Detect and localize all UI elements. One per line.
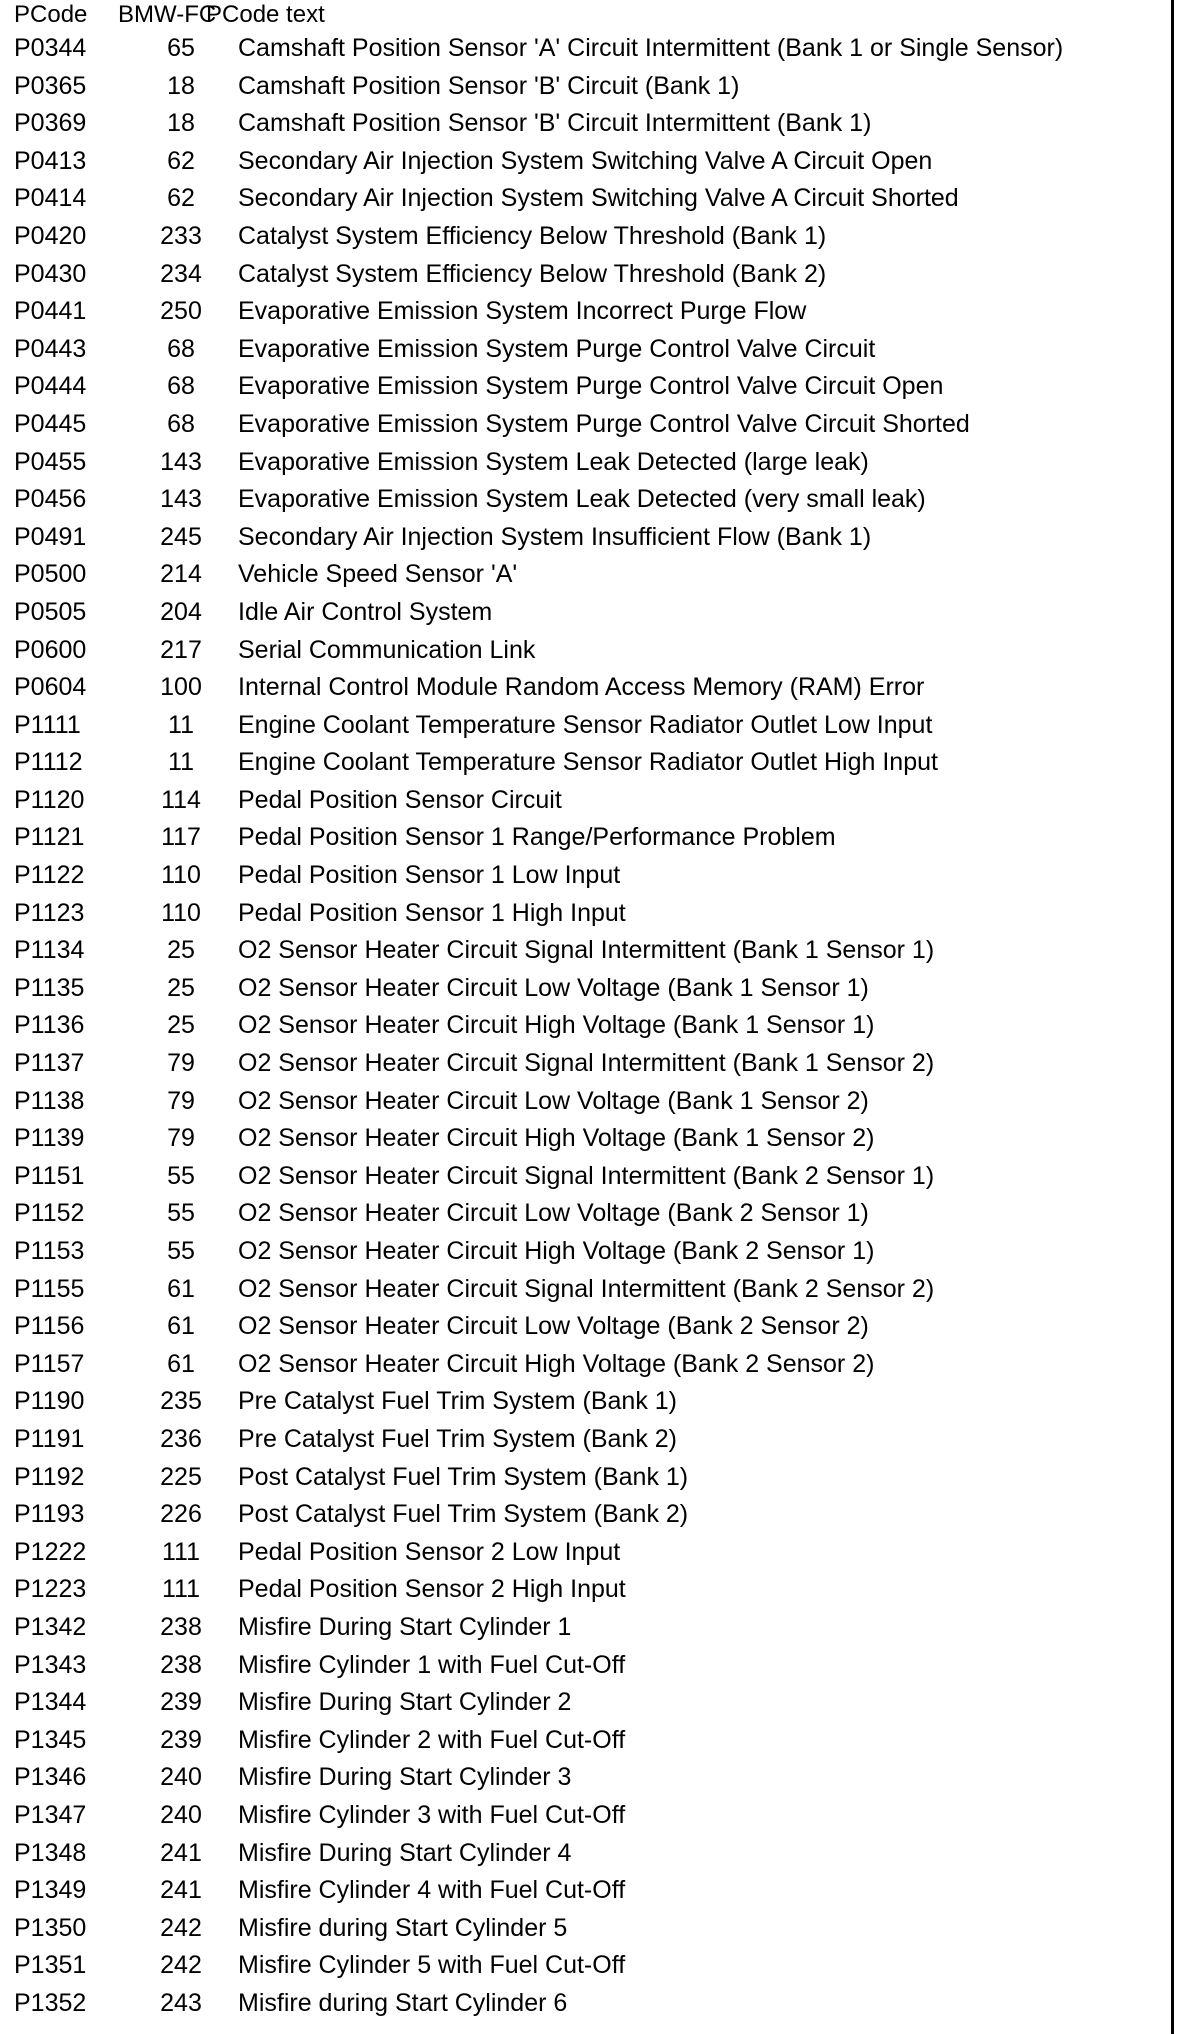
bmw-fc-cell: 242: [160, 1913, 202, 1942]
table-row: [0, 782, 1170, 820]
table-row: [0, 1195, 1170, 1233]
pcode-text-cell: O2 Sensor Heater Circuit Low Voltage (Bank 1 Sensor 1): [238, 973, 869, 1002]
pcode-cell: P1111: [14, 710, 81, 739]
bmw-fc-cell: 11: [168, 710, 194, 739]
pcode-text-cell: Catalyst System Efficiency Below Threshold (Bank 2): [238, 259, 827, 288]
bmw-fc-cell: 233: [160, 221, 202, 250]
pcode-cell: P1348: [14, 1838, 87, 1867]
pcode-text-cell: O2 Sensor Heater Circuit High Voltage (Bank 1 Sensor 2): [238, 1124, 875, 1153]
pcode-text-cell: Misfire During Start Cylinder 1: [238, 1612, 572, 1641]
table-row: [0, 105, 1170, 143]
table-row: [0, 331, 1170, 369]
table-row: [0, 1872, 1170, 1910]
bmw-fc-cell: 226: [160, 1500, 202, 1529]
pcode-cell: P1120: [14, 785, 85, 814]
bmw-fc-cell: 79: [167, 1086, 195, 1115]
pcode-cell: P1139: [14, 1124, 85, 1153]
bmw-fc-cell: 238: [160, 1612, 202, 1641]
pcode-text-cell: Post Catalyst Fuel Trim System (Bank 1): [238, 1462, 689, 1491]
pcode-text-cell: Secondary Air Injection System Switching Valve A Circuit Shorted: [238, 184, 959, 213]
table-row: [0, 519, 1170, 557]
table-row: [0, 556, 1170, 594]
pcode-cell: P0444: [14, 372, 87, 401]
pcode-text-cell: Misfire during Start Cylinder 5: [238, 1913, 568, 1942]
table-row: [0, 481, 1170, 519]
table-row: [0, 1684, 1170, 1722]
pcode-text-cell: Pedal Position Sensor 2 Low Input: [238, 1537, 621, 1566]
pcode-cell: P0420: [14, 221, 87, 250]
pcode-cell: P1156: [14, 1312, 85, 1341]
pcode-text-cell: Misfire During Start Cylinder 3: [238, 1763, 572, 1792]
pcode-text-cell: O2 Sensor Heater Circuit High Voltage (Bank 1 Sensor 1): [238, 1011, 875, 1040]
pcode-text-cell: Serial Communication Link: [238, 635, 536, 664]
pcode-text-cell: Vehicle Speed Sensor 'A': [238, 560, 518, 589]
pcode-text-cell: Internal Control Module Random Access Memory (RAM) Error: [238, 673, 925, 702]
bmw-fc-cell: 143: [160, 447, 202, 476]
bmw-fc-cell: 239: [160, 1688, 202, 1717]
table-row: [0, 1459, 1170, 1497]
table-row: [0, 895, 1170, 933]
pcode-cell: P1137: [14, 1049, 85, 1078]
table-row: [0, 1158, 1170, 1196]
table-row: [0, 143, 1170, 181]
table-row: [0, 180, 1170, 218]
pcode-text-cell: Misfire Cylinder 3 with Fuel Cut-Off: [238, 1800, 626, 1829]
pcode-text-cell: O2 Sensor Heater Circuit Signal Intermittent (Bank 2 Sensor 2): [238, 1274, 935, 1303]
pcode-cell: P1193: [14, 1500, 85, 1529]
table-row: [0, 1759, 1170, 1797]
pcode-cell: P0455: [14, 447, 87, 476]
pcode-text-cell: Misfire Cylinder 1 with Fuel Cut-Off: [238, 1650, 626, 1679]
bmw-fc-cell: 239: [160, 1725, 202, 1754]
pcode-text-cell: O2 Sensor Heater Circuit Low Voltage (Bank 2 Sensor 1): [238, 1199, 869, 1228]
pcode-text-cell: Misfire Cylinder 5 with Fuel Cut-Off: [238, 1951, 626, 1980]
pcode-cell: P1222: [14, 1537, 87, 1566]
pcode-text-cell: Secondary Air Injection System Switching Valve A Circuit Open: [238, 146, 933, 175]
table-row: [0, 1609, 1170, 1647]
table-row: [0, 594, 1170, 632]
pcode-text-cell: Evaporative Emission System Incorrect Purge Flow: [238, 297, 807, 326]
pcode-cell: P1136: [14, 1011, 85, 1040]
bmw-fc-cell: 225: [160, 1462, 202, 1491]
table-row: [0, 1045, 1170, 1083]
pcode-text-cell: Pedal Position Sensor 1 Range/Performance Problem: [238, 823, 836, 852]
bmw-fc-cell: 55: [167, 1161, 195, 1190]
table-row: [0, 1120, 1170, 1158]
pcode-text-cell: Evaporative Emission System Leak Detected (large leak): [238, 447, 869, 476]
table-row: [0, 1496, 1170, 1534]
table-row: [0, 1233, 1170, 1271]
bmw-fc-cell: 55: [167, 1199, 195, 1228]
bmw-fc-cell: 62: [167, 184, 195, 213]
bmw-fc-cell: 111: [161, 1575, 200, 1604]
bmw-fc-cell: 68: [167, 372, 195, 401]
bmw-fc-cell: 18: [167, 109, 195, 138]
bmw-fc-cell: 65: [167, 34, 195, 62]
pcode-cell: P0441: [14, 297, 87, 326]
bmw-fc-cell: 110: [161, 861, 201, 890]
pcode-text-cell: Engine Coolant Temperature Sensor Radiator Outlet Low Input: [238, 710, 933, 739]
table-row: [0, 1722, 1170, 1760]
pcode-cell: P1138: [14, 1086, 85, 1115]
table-row: [0, 1007, 1170, 1045]
table-row: [0, 1346, 1170, 1384]
bmw-fc-cell: 11: [168, 748, 194, 777]
pcode-cell: P1151: [14, 1161, 85, 1190]
bmw-fc-cell: 241: [160, 1876, 202, 1905]
pcode-cell: P1135: [14, 973, 85, 1002]
pcode-text-cell: Misfire Cylinder 2 with Fuel Cut-Off: [238, 1725, 626, 1754]
bmw-fc-cell: 25: [167, 936, 195, 965]
table-row: [0, 1985, 1170, 2023]
table-row: [0, 293, 1170, 331]
table-row: [0, 368, 1170, 406]
bmw-fc-cell: 217: [160, 635, 202, 664]
table-body: [0, 30, 1170, 2022]
pcode-text-cell: Secondary Air Injection System Insufficient Flow (Bank 1): [238, 522, 872, 551]
table-row: [0, 1647, 1170, 1685]
table-row: [0, 256, 1170, 294]
pcode-cell: P1223: [14, 1575, 87, 1604]
bmw-fc-cell: 110: [161, 898, 201, 927]
pcode-cell: P0505: [14, 597, 87, 626]
pcode-text-cell: Camshaft Position Sensor 'B' Circuit (Bank 1): [238, 71, 740, 100]
pcode-cell: P0413: [14, 146, 87, 175]
bmw-fc-cell: 240: [160, 1763, 202, 1792]
table-row: [0, 68, 1170, 106]
pcode-text-cell: Misfire Cylinder 4 with Fuel Cut-Off: [238, 1876, 626, 1905]
pcode-cell: P1121: [14, 823, 85, 852]
pcode-text-cell: Misfire During Start Cylinder 2: [238, 1688, 572, 1717]
bmw-fc-cell: 25: [167, 1011, 195, 1040]
pcode-text-cell: Pedal Position Sensor Circuit: [238, 785, 562, 814]
pcode-text-cell: Pre Catalyst Fuel Trim System (Bank 2): [238, 1424, 678, 1453]
table-row: [0, 744, 1170, 782]
pcode-cell: P0443: [14, 334, 87, 363]
bmw-fc-cell: 117: [161, 823, 201, 852]
bmw-fc-cell: 111: [161, 1537, 200, 1566]
pcode-cell: P1134: [14, 936, 85, 965]
pcode-cell: P0344: [14, 34, 87, 62]
pcode-cell: P1350: [14, 1913, 87, 1942]
pcode-cell: P1192: [14, 1462, 85, 1491]
bmw-fc-cell: 68: [167, 334, 195, 363]
table-row: [0, 1383, 1170, 1421]
pcode-text-cell: Post Catalyst Fuel Trim System (Bank 2): [238, 1500, 689, 1529]
header-pcode-text: PCode text: [206, 1, 325, 28]
pcode-cell: P1155: [14, 1274, 85, 1303]
pcode-cell: P0365: [14, 71, 87, 100]
pcode-cell: P1190: [14, 1387, 85, 1416]
pcode-cell: P1346: [14, 1763, 87, 1792]
pcode-cell: P1152: [14, 1199, 85, 1228]
pcode-cell: P0430: [14, 259, 87, 288]
pcode-cell: P0445: [14, 409, 87, 438]
header-pcode: PCode: [14, 1, 88, 28]
bmw-fc-cell: 204: [160, 597, 202, 626]
pcode-text-cell: Camshaft Position Sensor 'A' Circuit Intermittent (Bank 1 or Single Sensor): [238, 34, 1064, 62]
table-row: [0, 970, 1170, 1008]
table-row: [0, 932, 1170, 970]
table-row: [0, 218, 1170, 256]
bmw-fc-cell: 243: [160, 1988, 202, 2017]
pcode-text-cell: O2 Sensor Heater Circuit Signal Intermittent (Bank 1 Sensor 2): [238, 1049, 935, 1078]
pcode-text-cell: O2 Sensor Heater Circuit Low Voltage (Bank 1 Sensor 2): [238, 1086, 869, 1115]
pcode-text-cell: Pedal Position Sensor 2 High Input: [238, 1575, 626, 1604]
bmw-fc-cell: 114: [161, 785, 201, 814]
pcode-text-cell: Evaporative Emission System Purge Control Valve Circuit Open: [238, 372, 944, 401]
table-row: [0, 1308, 1170, 1346]
table-row: [0, 1421, 1170, 1459]
pcode-text-cell: Pre Catalyst Fuel Trim System (Bank 1): [238, 1387, 678, 1416]
bmw-fc-cell: 242: [160, 1951, 202, 1980]
pcode-cell: P1191: [14, 1424, 85, 1453]
pcode-cell: P1342: [14, 1612, 87, 1641]
bmw-fc-cell: 214: [160, 560, 202, 589]
pcode-text-cell: Pedal Position Sensor 1 Low Input: [238, 861, 621, 890]
table-row: [0, 1271, 1170, 1309]
pcode-cell: P0500: [14, 560, 87, 589]
bmw-fc-cell: 241: [160, 1838, 202, 1867]
bmw-fc-cell: 18: [167, 71, 195, 100]
pcode-cell: P1343: [14, 1650, 87, 1679]
pcode-text-cell: Engine Coolant Temperature Sensor Radiator Outlet High Input: [238, 748, 938, 777]
pcode-cell: P1153: [14, 1237, 85, 1265]
pcode-cell: P0369: [14, 109, 87, 138]
bmw-fc-cell: 25: [167, 973, 195, 1002]
pcode-text-cell: Misfire During Start Cylinder 4: [238, 1838, 572, 1867]
table-row: [0, 1910, 1170, 1948]
pcode-cell: P1345: [14, 1725, 87, 1754]
table-row: [0, 406, 1170, 444]
pcode-cell: P1344: [14, 1688, 87, 1717]
bmw-fc-cell: 143: [160, 485, 202, 514]
table-row: [0, 857, 1170, 895]
pcode-cell: P1349: [14, 1876, 87, 1905]
pcode-text-cell: Pedal Position Sensor 1 High Input: [238, 898, 626, 927]
bmw-fc-cell: 235: [160, 1387, 202, 1416]
pcode-text-cell: Evaporative Emission System Leak Detected (very small leak): [238, 485, 926, 514]
pcode-cell: P0456: [14, 485, 87, 514]
table-row: [0, 669, 1170, 707]
table-row: [0, 1571, 1170, 1609]
table-row: [0, 1083, 1170, 1121]
pcode-text-cell: Misfire during Start Cylinder 6: [238, 1988, 568, 2017]
bmw-fc-cell: 61: [167, 1274, 195, 1303]
table-row: [0, 30, 1170, 68]
pcode-cell: P1122: [14, 861, 85, 890]
bmw-fc-cell: 245: [160, 522, 202, 551]
table-row: [0, 444, 1170, 482]
bmw-fc-cell: 62: [167, 146, 195, 175]
table-row: [0, 1534, 1170, 1572]
bmw-fc-cell: 61: [167, 1312, 195, 1341]
table-row: [0, 632, 1170, 670]
bmw-fc-cell: 79: [167, 1124, 195, 1153]
table-row: [0, 707, 1170, 745]
bmw-fc-cell: 100: [160, 673, 202, 702]
pcode-text-cell: O2 Sensor Heater Circuit Low Voltage (Bank 2 Sensor 2): [238, 1312, 869, 1341]
bmw-fc-cell: 234: [160, 259, 202, 288]
pcode-cell: P0414: [14, 184, 87, 213]
header-bmw-fc: BMW-FC: [118, 1, 217, 28]
bmw-fc-cell: 55: [167, 1237, 195, 1265]
pcode-text-cell: Camshaft Position Sensor 'B' Circuit Intermittent (Bank 1): [238, 109, 872, 138]
table-row: [0, 1947, 1170, 1985]
pcode-text-cell: O2 Sensor Heater Circuit Signal Intermittent (Bank 2 Sensor 1): [238, 1161, 935, 1190]
bmw-fc-cell: 236: [160, 1424, 202, 1453]
bmw-fc-cell: 238: [160, 1650, 202, 1679]
table-row: [0, 1835, 1170, 1873]
bmw-fc-cell: 240: [160, 1800, 202, 1829]
pcode-cell: P0604: [14, 673, 87, 702]
pcode-cell: P1347: [14, 1800, 87, 1829]
table-row: [0, 819, 1170, 857]
pcode-cell: P1123: [14, 898, 85, 927]
pcode-text-cell: Catalyst System Efficiency Below Threshold (Bank 1): [238, 221, 827, 250]
pcode-text-cell: Evaporative Emission System Purge Control Valve Circuit Shorted: [238, 409, 970, 438]
bmw-fc-cell: 250: [160, 297, 202, 326]
pcode-cell: P1352: [14, 1988, 87, 2017]
bmw-fc-cell: 61: [167, 1349, 195, 1378]
bmw-fc-cell: 68: [167, 409, 195, 438]
pcode-text-cell: Evaporative Emission System Purge Control Valve Circuit: [238, 334, 876, 363]
table-row: [0, 1797, 1170, 1835]
pcode-cell: P1112: [14, 748, 83, 777]
pcode-text-cell: O2 Sensor Heater Circuit High Voltage (Bank 2 Sensor 1): [238, 1237, 875, 1265]
table-header: [0, 0, 1170, 30]
pcode-cell: P1157: [14, 1349, 85, 1378]
pcode-text-cell: Idle Air Control System: [238, 597, 493, 626]
pcode-cell: P0600: [14, 635, 87, 664]
pcode-text-cell: O2 Sensor Heater Circuit High Voltage (Bank 2 Sensor 2): [238, 1349, 875, 1378]
bmw-fc-cell: 79: [167, 1049, 195, 1078]
pcode-cell: P1351: [14, 1951, 87, 1980]
pcode-text-cell: O2 Sensor Heater Circuit Signal Intermittent (Bank 1 Sensor 1): [238, 936, 935, 965]
pcode-cell: P0491: [14, 522, 87, 551]
